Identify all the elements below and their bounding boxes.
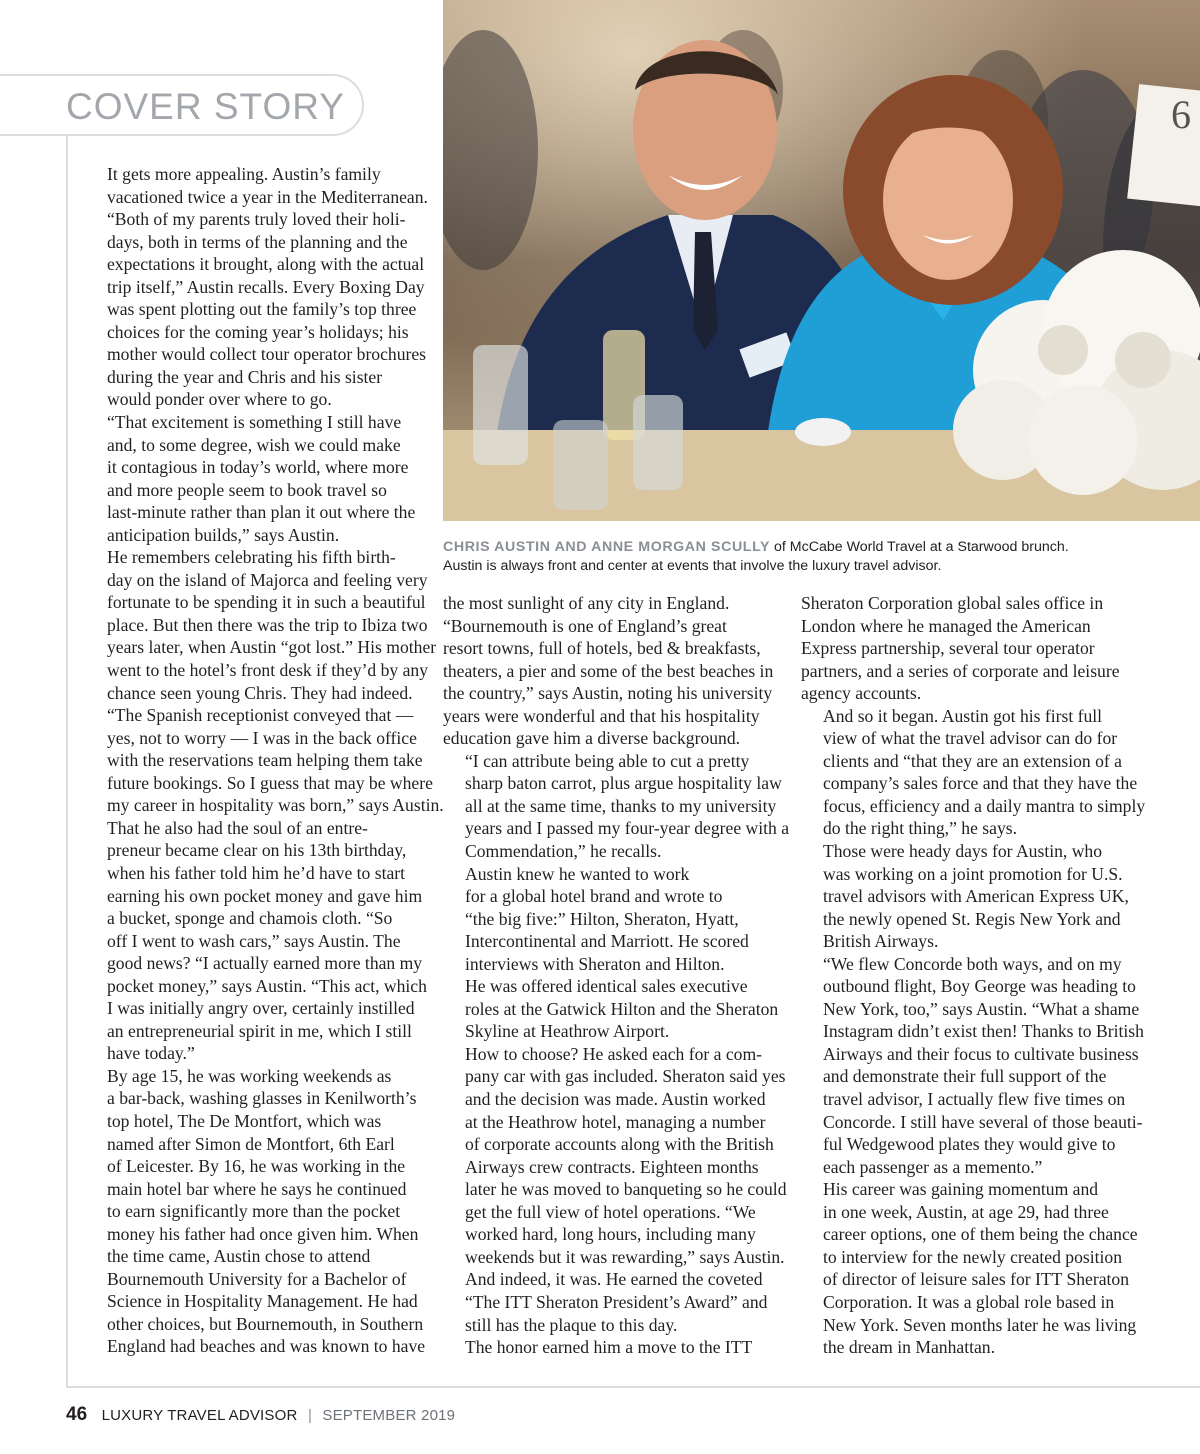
- paragraph: [85, 546, 444, 817]
- text-line: How to choose? He asked each for a com-: [465, 1043, 763, 1064]
- text-line: travel advisor, I actually flew five times on: [823, 1089, 1126, 1110]
- text-line: earning his own pocket money and gave him: [107, 885, 423, 906]
- text-line: was working on a joint promotion for U.S.: [823, 863, 1123, 884]
- text-line: my career in hospitality was born,” says Austin.: [107, 795, 444, 816]
- text-line: the most sunlight of any city in England.: [443, 593, 730, 613]
- text-line: career options, one of them being the chance: [823, 1224, 1138, 1245]
- text-line: and more people seem to book travel so: [107, 479, 387, 500]
- text-line: He remembers celebrating his fifth birth-: [107, 547, 396, 568]
- cover-photo: [443, 0, 1200, 521]
- photo-caption: [443, 538, 1163, 576]
- text-line: education gave him a diverse background.: [443, 728, 741, 749]
- text-line: yes, not to worry — I was in the back office: [107, 727, 417, 748]
- text-line: went to the hotel’s front desk if they’d by any: [107, 660, 429, 681]
- text-line: last-minute rather than plan it out where the: [107, 502, 416, 523]
- text-line: each passenger as a memento.”: [823, 1156, 1043, 1177]
- text-line: interviews with Sheraton and Hilton.: [465, 953, 725, 974]
- text-line: day on the island of Majorca and feeling very: [107, 569, 428, 590]
- paragraph: [801, 840, 1137, 953]
- text-line: agency accounts.: [801, 683, 922, 704]
- text-line: “I can attribute being able to cut a pretty: [465, 750, 750, 771]
- paragraph: [801, 953, 1144, 1178]
- text-line: the time came, Austin chose to attend: [107, 1246, 371, 1267]
- text-line: it contagious in today’s world, where more: [107, 457, 409, 478]
- text-line: named after Simon de Montfort, 6th Earl: [107, 1133, 395, 1154]
- text-line: sharp baton carrot, plus argue hospitality law: [465, 773, 782, 794]
- paragraph: [801, 1178, 1137, 1358]
- paragraph: [85, 163, 428, 411]
- text-line: expectations it brought, along with the actual: [107, 254, 425, 275]
- text-line: years were wonderful and that his hospitality: [443, 705, 760, 726]
- text-line: with the reservations team helping them take: [107, 750, 423, 771]
- text-line: choices for the coming year’s holidays; his: [107, 321, 409, 342]
- text-line: do the right thing,” he says.: [823, 818, 1017, 839]
- text-line: chance seen young Chris. They had indeed.: [107, 682, 413, 703]
- caption-line-2: Austin is always front and center at events that involve the luxury travel advisor.: [443, 558, 942, 574]
- text-line: years and I passed my four-year degree with a: [465, 818, 790, 839]
- text-line: England had beaches and was known to have: [107, 1336, 426, 1357]
- text-line: mother would collect tour operator brochures: [107, 344, 427, 365]
- paragraph: [85, 817, 427, 1065]
- text-line: company’s sales force and that they have the: [823, 773, 1138, 794]
- text-line: at the Heathrow hotel, managing a number: [465, 1111, 766, 1132]
- text-line: “We flew Concorde both ways, and on my: [823, 953, 1122, 974]
- text-line: Intercontinental and Marriott. He scored: [465, 931, 749, 952]
- text-line: for a global hotel brand and wrote to: [465, 886, 723, 907]
- text-line: theaters, a pier and some of the best beaches in: [443, 660, 774, 681]
- text-line: and demonstrate their full support of the: [823, 1066, 1107, 1087]
- paragraph: [443, 975, 779, 1043]
- section-tab: [0, 74, 364, 136]
- text-line: That he also had the soul of an entre-: [107, 817, 368, 838]
- text-line: money his father had once given him. When: [107, 1223, 419, 1244]
- text-line: His career was gaining momentum and: [823, 1179, 1099, 1200]
- article-column-3: [801, 592, 1146, 1359]
- text-line: still has the plaque to this day.: [465, 1314, 678, 1335]
- text-line: Bournemouth University for a Bachelor of: [107, 1268, 407, 1289]
- text-line: all at the same time, thanks to my university: [465, 795, 777, 816]
- text-line: later he was moved to banqueting so he could: [465, 1179, 787, 1200]
- text-line: the newly opened St. Regis New York and: [823, 908, 1121, 929]
- text-line: good news? “I actually earned more than my: [107, 953, 423, 974]
- paragraph: [801, 592, 1137, 705]
- paragraph: [85, 1065, 426, 1358]
- text-line: focus, efficiency and a daily mantra to simply: [823, 795, 1146, 816]
- text-line: Airways crew contracts. Eighteen months: [465, 1156, 759, 1177]
- text-line: fortunate to be spending it in such a beautiful: [107, 592, 426, 613]
- text-line: By age 15, he was working weekends as: [107, 1065, 392, 1086]
- text-line: Science in Hospitality Management. He had: [107, 1291, 418, 1312]
- text-line: was spent plotting out the family’s top three: [107, 299, 417, 320]
- caption-names: CHRIS AUSTIN AND ANNE MORGAN SCULLY: [443, 539, 771, 555]
- text-line: trip itself,” Austin recalls. Every Boxing Day: [107, 276, 425, 297]
- text-line: the country,” says Austin, noting his university: [443, 683, 773, 704]
- article-column-1: [85, 163, 444, 1358]
- text-line: future bookings. So I guess that may be where: [107, 772, 433, 793]
- text-line: of corporate accounts along with the British: [465, 1134, 774, 1155]
- text-line: outbound flight, Boy George was heading to: [823, 976, 1136, 997]
- text-line: Express partnership, several tour operator: [801, 638, 1095, 659]
- cover-photo-illustration: [443, 0, 1200, 521]
- text-line: top hotel, The De Montfort, which was: [107, 1110, 382, 1131]
- text-line: when his father told him he’d have to start: [107, 862, 406, 883]
- text-line: pany car with gas included. Sheraton said yes: [465, 1066, 786, 1087]
- text-line: Concorde. I still have several of those beauti-: [823, 1111, 1143, 1132]
- text-line: during the year and Chris and his sister: [107, 366, 383, 387]
- text-line: view of what the travel advisor can do for: [823, 728, 1118, 749]
- caption-line-1-text: of McCabe World Travel at a Starwood brunch.: [770, 539, 1069, 555]
- left-divider: [66, 136, 68, 1388]
- text-line: Commendation,” he recalls.: [465, 841, 662, 862]
- text-line: other choices, but Bournemouth, in Southern: [107, 1313, 424, 1334]
- text-line: The honor earned him a move to the ITT: [465, 1337, 753, 1358]
- text-line: “Bournemouth is one of England’s great: [443, 615, 727, 636]
- footer-separator: |: [308, 1407, 312, 1424]
- text-line: Corporation. It was a global role based in: [823, 1291, 1115, 1312]
- text-line: and the decision was made. Austin worked: [465, 1089, 766, 1110]
- text-line: pocket money,” says Austin. “This act, which: [107, 975, 427, 996]
- text-line: an entrepreneurial spirit in me, which I still: [107, 1020, 412, 1041]
- text-line: I was initially angry over, certainly instilled: [107, 998, 415, 1019]
- text-line: and, to some degree, wish we could make: [107, 434, 401, 455]
- paragraph: [85, 411, 421, 546]
- text-line: of director of leisure sales for ITT Sheraton: [823, 1269, 1129, 1290]
- text-line: London where he managed the American: [801, 615, 1091, 636]
- publication-name: LUXURY TRAVEL ADVISOR: [101, 1407, 298, 1424]
- text-line: Skyline at Heathrow Airport.: [465, 1021, 670, 1042]
- section-tab-label: COVER STORY: [66, 86, 345, 127]
- text-line: And so it began. Austin got his first full: [823, 705, 1103, 726]
- text-line: years later, when Austin “got lost.” His mother: [107, 637, 437, 658]
- caption-line-1: [443, 538, 1163, 557]
- text-line: And indeed, it was. He earned the coveted: [465, 1269, 763, 1290]
- text-line: preneur became clear on his 13th birthday,: [107, 840, 407, 861]
- text-line: the dream in Manhattan.: [823, 1337, 995, 1358]
- text-line: worked hard, long hours, including many: [465, 1224, 756, 1245]
- text-line: in one week, Austin, at age 29, had three: [823, 1201, 1109, 1222]
- place-card-number: 6: [1171, 92, 1191, 137]
- text-line: “The ITT Sheraton President’s Award” and: [465, 1291, 768, 1312]
- text-line: partners, and a series of corporate and leisure: [801, 660, 1120, 681]
- text-line: “Both of my parents truly loved their holi-: [107, 209, 406, 230]
- text-line: weekends but it was rewarding,” says Austin.: [465, 1246, 785, 1267]
- text-line: travel advisors with American Express UK,: [823, 886, 1129, 907]
- article-column-2: [443, 592, 790, 1359]
- text-line: to interview for the newly created position: [823, 1246, 1122, 1267]
- text-line: New York. Seven months later he was living: [823, 1314, 1137, 1335]
- text-line: a bucket, sponge and chamois cloth. “So: [107, 908, 393, 929]
- text-line: a bar-back, washing glasses in Kenilworth’s: [107, 1088, 417, 1109]
- text-line: resort towns, full of hotels, bed & breakfasts,: [443, 638, 761, 659]
- page-footer: [66, 1404, 455, 1428]
- text-line: Airways and their focus to cultivate business: [823, 1043, 1139, 1064]
- text-line: ful Wedgewood plates they would give to: [823, 1134, 1116, 1155]
- text-line: days, both in terms of the planning and the: [107, 231, 408, 252]
- text-line: “That excitement is something I still have: [107, 412, 402, 433]
- text-line: to earn significantly more than the pocket: [107, 1201, 401, 1222]
- issue-date: SEPTEMBER 2019: [322, 1407, 456, 1424]
- paragraph: [443, 1043, 787, 1336]
- text-line: clients and “that they are an extension of a: [823, 750, 1122, 771]
- paragraph: [801, 705, 1146, 840]
- text-line: Instagram didn’t exist then! Thanks to British: [823, 1021, 1144, 1042]
- text-line: anticipation builds,” says Austin.: [107, 524, 340, 545]
- text-line: place. But then there was the trip to Ibiza two: [107, 614, 428, 635]
- text-line: main hotel bar where he says he continued: [107, 1178, 407, 1199]
- paragraph: [443, 863, 779, 976]
- paragraph: [443, 1336, 779, 1359]
- text-line: get the full view of hotel operations. “We: [465, 1201, 756, 1222]
- text-line: British Airways.: [823, 931, 939, 952]
- text-line: have today.”: [107, 1043, 195, 1064]
- text-line: It gets more appealing. Austin’s family: [107, 164, 381, 184]
- text-line: vacationed twice a year in the Mediterranean.: [107, 186, 428, 207]
- text-line: roles at the Gatwick Hilton and the Sheraton: [465, 998, 779, 1019]
- text-line: New York, too,” says Austin. “What a shame: [823, 998, 1140, 1019]
- text-line: Those were heady days for Austin, who: [823, 841, 1102, 862]
- text-line: of Leicester. By 16, he was working in the: [107, 1156, 406, 1177]
- text-line: Sheraton Corporation global sales office in: [801, 593, 1104, 613]
- text-line: He was offered identical sales executive: [465, 976, 748, 997]
- page-number: 46: [66, 1404, 88, 1425]
- text-line: “the big five:” Hilton, Sheraton, Hyatt,: [465, 908, 739, 929]
- paragraph: [443, 750, 790, 863]
- text-line: “The Spanish receptionist conveyed that —: [107, 705, 414, 726]
- text-line: off I went to wash cars,” says Austin. The: [107, 930, 401, 951]
- bottom-divider: [66, 1386, 1200, 1388]
- text-line: Austin knew he wanted to work: [465, 863, 690, 884]
- text-line: would ponder over where to go.: [107, 389, 332, 410]
- paragraph: [443, 592, 779, 750]
